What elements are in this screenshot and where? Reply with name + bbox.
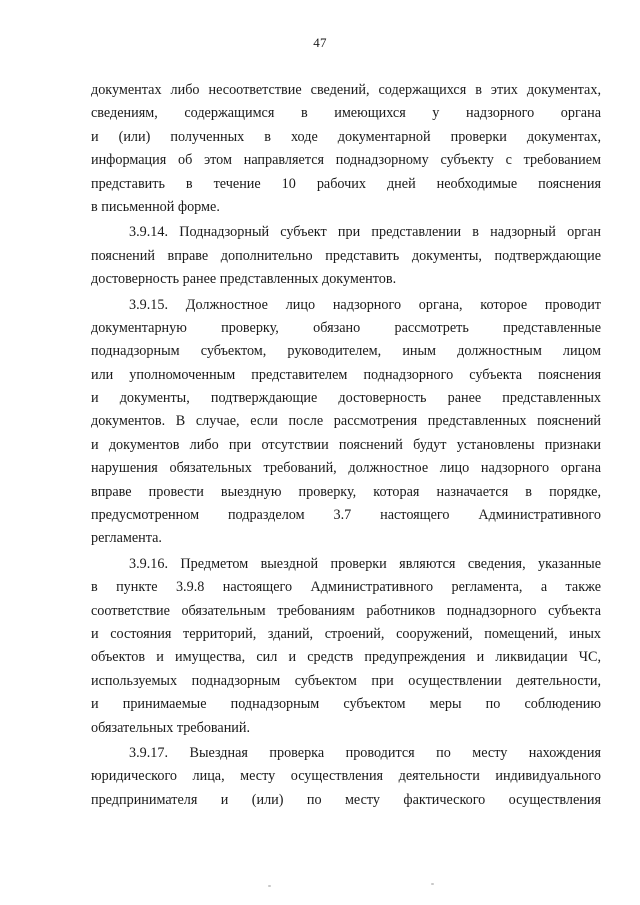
text-line: или уполномоченным представителем поднадзорного субъекта пояснения	[91, 366, 601, 383]
text-line: соответствие обязательным требованиям работников поднадзорного субъекта	[91, 602, 601, 619]
text-line: предусмотренном подразделом 3.7 настоящего Административного	[91, 507, 601, 524]
text-line: вправе провести выездную проверку, которая назначается в порядке,	[91, 483, 601, 500]
paragraph-3-9-16	[91, 553, 601, 740]
text-line: 3.9.14. Поднадзорный субъект при представлении в надзорный орган	[129, 224, 601, 241]
text-line: в пункте 3.9.8 настоящего Административного регламента, а также	[91, 579, 601, 596]
paragraph-3-9-15	[91, 294, 601, 551]
text-line: в письменной форме.	[91, 198, 220, 215]
text-line: 3.9.15. Должностное лицо надзорного органа, которое проводит	[129, 296, 601, 313]
paragraph-continuation	[91, 79, 601, 219]
text-line: поднадзорным субъектом, руководителем, иным должностным лицом	[91, 343, 601, 360]
text-line: и документы, подтверждающие достоверность ранее представленных	[91, 390, 601, 407]
text-line: регламента.	[91, 530, 162, 547]
text-line: и (или) полученных в ходе документарной проверки документах,	[91, 128, 601, 145]
text-line: и принимаемые поднадзорным субъектом меры по соблюдению	[91, 696, 601, 713]
text-line: 3.9.17. Выездная проверка проводится по месту нахождения	[129, 744, 601, 761]
paragraph-3-9-14	[91, 221, 601, 291]
text-line: представить в течение 10 рабочих дней необходимые пояснения	[91, 175, 601, 192]
text-line: нарушения обязательных требований, должностное лицо надзорного органа	[91, 460, 601, 477]
document-body	[91, 79, 601, 812]
text-line: 3.9.16. Предметом выездной проверки являются сведения, указанные	[129, 555, 601, 572]
text-line: сведениям, содержащимся в имеющихся у надзорного органа	[91, 105, 601, 122]
text-line: документах либо несоответствие сведений, содержащихся в этих документах,	[91, 82, 601, 98]
scan-speck	[431, 883, 434, 885]
paragraph-3-9-17	[91, 742, 601, 812]
text-line: документарную проверку, обязано рассмотреть представленные	[91, 319, 601, 336]
text-line: предпринимателя и (или) по месту фактического осуществления	[91, 791, 601, 808]
text-line: используемых поднадзорным субъектом при осуществлении деятельности,	[91, 672, 601, 689]
scan-speck	[268, 885, 271, 887]
text-line: и состояния территорий, зданий, строений, сооружений, помещений, иных	[91, 625, 601, 642]
text-line: документов. В случае, если после рассмотрения представленных пояснений	[91, 413, 601, 430]
text-line: и документов либо при отсутствии пояснений будут установлены признаки	[91, 436, 601, 453]
page-number: 47	[313, 35, 327, 50]
text-line: обязательных требований.	[91, 719, 251, 736]
text-line: информация об этом направляется поднадзорному субъекту с требованием	[91, 152, 601, 169]
text-line: юридического лица, месту осуществления деятельности индивидуального	[91, 768, 601, 785]
text-line: достоверность ранее представленных документов.	[91, 271, 397, 288]
text-line: пояснений вправе дополнительно представить документы, подтверждающие	[91, 247, 601, 264]
text-line: объектов и имущества, сил и средств предупреждения и ликвидации ЧС,	[91, 649, 601, 666]
